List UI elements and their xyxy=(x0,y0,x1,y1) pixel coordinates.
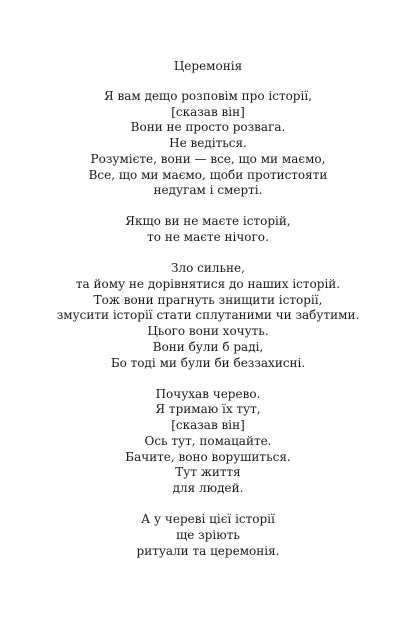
poem-line: змусити історії стати сплутаними чи забутими. xyxy=(56,308,360,323)
poem-line: Розумієте, вони — все, що ми маємо, xyxy=(90,151,326,166)
poem-title: Церемонія xyxy=(173,59,243,73)
poem-line: для людей. xyxy=(172,480,244,495)
poem-line: [сказав він] xyxy=(171,418,245,433)
poem-line: Тут життя xyxy=(175,465,241,480)
poem-line: Якщо ви не маєте історій, xyxy=(125,214,291,229)
stanza-5 xyxy=(0,512,416,559)
poem-line: то не маєте нічого. xyxy=(147,230,269,245)
stanza-2 xyxy=(0,214,416,245)
poem-line: Все, що ми маємо, щоби протистояти xyxy=(88,167,328,182)
poem-line: ще зріють xyxy=(176,527,240,542)
poem-line: Я вам дещо розповім про історії, xyxy=(104,89,312,103)
poem-line: Цього вони хочуть. xyxy=(147,324,269,339)
poem-line: Почухав черево. xyxy=(155,386,261,401)
poem-line: Не ведіться. xyxy=(169,136,247,151)
poem-line: та йому не дорівнятися до наших історій. xyxy=(75,277,341,292)
stanza-3 xyxy=(0,261,416,371)
stanza-1 xyxy=(0,89,416,199)
stanza-4 xyxy=(0,387,416,497)
poem-line: Бачите, воно ворушиться. xyxy=(125,449,291,464)
poem-line: ритуали та церемонія. xyxy=(136,543,280,558)
poem-line: Тож вони прагнуть знищити історії, xyxy=(93,292,323,307)
poem-line: Вони не просто розвага. xyxy=(130,120,286,135)
poem-body xyxy=(0,89,416,575)
poem-line: Я тримаю їх тут, xyxy=(155,402,261,417)
poem-line: Зло сильне, xyxy=(171,261,245,276)
poem-line: Вони були б раді, xyxy=(152,339,264,354)
poem-line: [сказав він] xyxy=(171,104,245,119)
poem-line: А у череві цієї історії xyxy=(141,512,275,527)
poem-line: Ось тут, помацайте. xyxy=(144,433,272,448)
poem-line: недугам і смерті. xyxy=(153,183,263,198)
poem-line: Бо тоді ми були би беззахисні. xyxy=(110,355,306,370)
